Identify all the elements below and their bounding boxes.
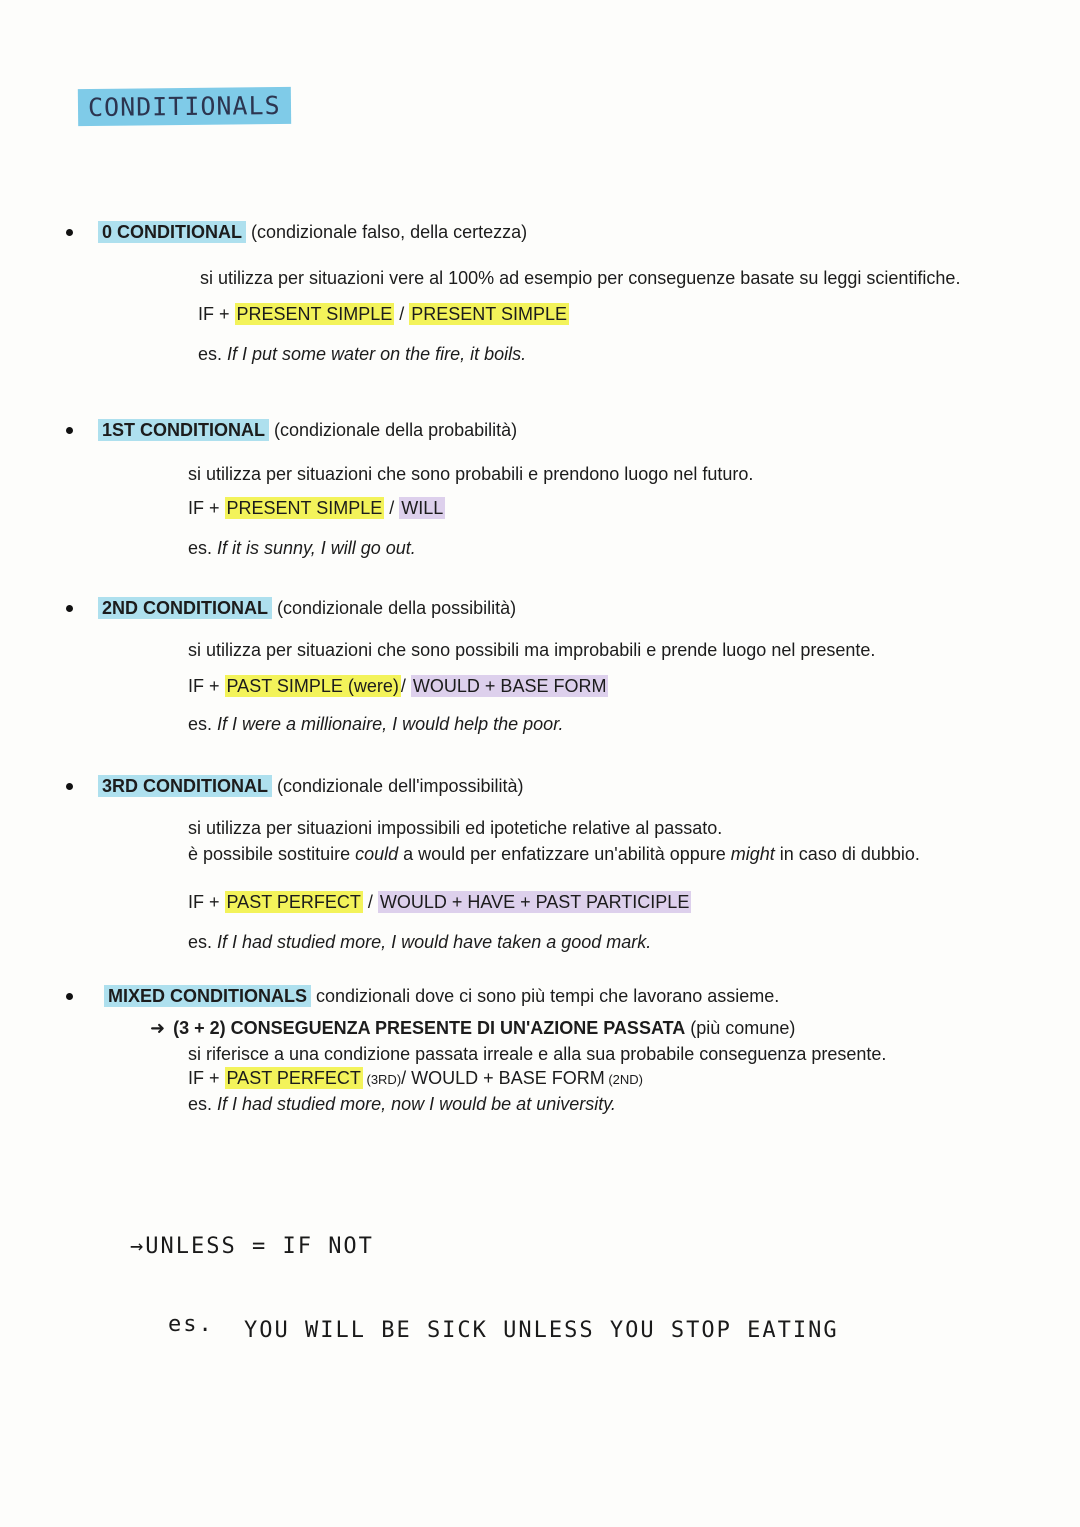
section-name: 1ST CONDITIONAL — [98, 419, 269, 441]
section-heading — [98, 420, 517, 441]
formula-line: IF + PRESENT SIMPLE / PRESENT SIMPLE — [198, 304, 567, 324]
section-name: 0 CONDITIONAL — [98, 221, 246, 243]
section-desc: (condizionale dell'impossibilità) — [272, 776, 524, 796]
section-desc: (condizionale della possibilità) — [272, 598, 517, 618]
page-title: CONDITIONALS — [78, 87, 291, 126]
section-desc: (condizionale falso, della certezza) — [246, 222, 528, 242]
usage-line: si utilizza per situazioni che sono possibili ma improbabili e prende luogo nel presente. — [188, 640, 876, 660]
unless-rule: →UNLESS = IF NOT — [130, 1234, 374, 1259]
section-name: MIXED CONDITIONALS — [104, 985, 311, 1007]
section-name: 3RD CONDITIONAL — [98, 775, 272, 797]
formula-part-a: PAST SIMPLE (were) — [226, 676, 399, 696]
arrow-right-icon: → — [130, 1234, 146, 1259]
usage-line: si riferisce a una condizione passata irreale e alla sua probabile conseguenza presente. — [188, 1044, 887, 1064]
usage-line-2: è possibile sostituire could a would per enfatizzare un'abilità oppure might in caso di dubbio. — [188, 844, 920, 864]
usage-line: si utilizza per situazioni impossibili ed ipotetiche relative al passato. — [188, 818, 723, 838]
example-line: es. If I had studied more, I would have taken a good mark. — [188, 932, 652, 952]
section-desc: (condizionale della probabilità) — [269, 420, 518, 440]
section-name: 2ND CONDITIONAL — [98, 597, 272, 619]
formula-part-a: PAST PERFECT — [226, 1068, 361, 1088]
example-line: es. If I had studied more, now I would be at university. — [188, 1094, 616, 1114]
bullet-icon — [66, 605, 73, 612]
usage-line: si utilizza per situazioni vere al 100% ad esempio per conseguenze basate su leggi scientifiche. — [200, 268, 961, 288]
example-line: es. If it is sunny, I will go out. — [188, 538, 416, 558]
example-line: es. If I put some water on the fire, it boils. — [198, 344, 527, 364]
bullet-icon — [66, 993, 73, 1000]
bullet-icon — [66, 783, 73, 790]
section-heading — [98, 222, 527, 243]
formula-line: IF + PRESENT SIMPLE / WILL — [188, 498, 444, 518]
formula-part-b: WOULD + BASE FORM — [411, 1068, 605, 1088]
section-heading — [98, 776, 524, 797]
formula-part-b: WOULD + BASE FORM — [412, 676, 607, 696]
usage-line: si utilizza per situazioni che sono probabili e prendono luogo nel futuro. — [188, 464, 754, 484]
formula-part-b: WOULD + HAVE + PAST PARTICIPLE — [379, 892, 690, 912]
bullet-icon — [66, 427, 73, 434]
formula-line: IF + PAST SIMPLE (were) / WOULD + BASE FORM — [188, 676, 607, 696]
section-heading — [104, 986, 779, 1007]
formula-part-b: WILL — [401, 498, 444, 518]
example-line: es. If I were a millionaire, I would help the poor. — [188, 714, 564, 734]
subheading-line: ➜ (3 + 2) CONSEGUENZA PRESENTE DI UN'AZIONE PASSATA (più comune) — [150, 1018, 796, 1038]
unless-example-label: es. — [168, 1312, 214, 1337]
bullet-icon — [66, 229, 73, 236]
formula-part-a: PAST PERFECT — [226, 892, 361, 912]
formula-part-b: PRESENT SIMPLE — [411, 304, 567, 324]
section-heading — [98, 598, 516, 619]
formula-line: IF + PAST PERFECT / WOULD + HAVE + PAST PARTICIPLE — [188, 892, 690, 912]
formula-part-a: PRESENT SIMPLE — [226, 498, 383, 518]
arrow-right-icon: ➜ — [150, 1018, 166, 1038]
section-desc: condizionali dove ci sono più tempi che lavorano assieme. — [311, 986, 780, 1006]
formula-line: IF + PAST PERFECT (3RD)/ WOULD + BASE FORM (2ND) — [188, 1068, 643, 1088]
formula-part-a: PRESENT SIMPLE — [236, 304, 393, 324]
unless-example: YOU WILL BE SICK UNLESS YOU STOP EATING — [244, 1318, 839, 1343]
